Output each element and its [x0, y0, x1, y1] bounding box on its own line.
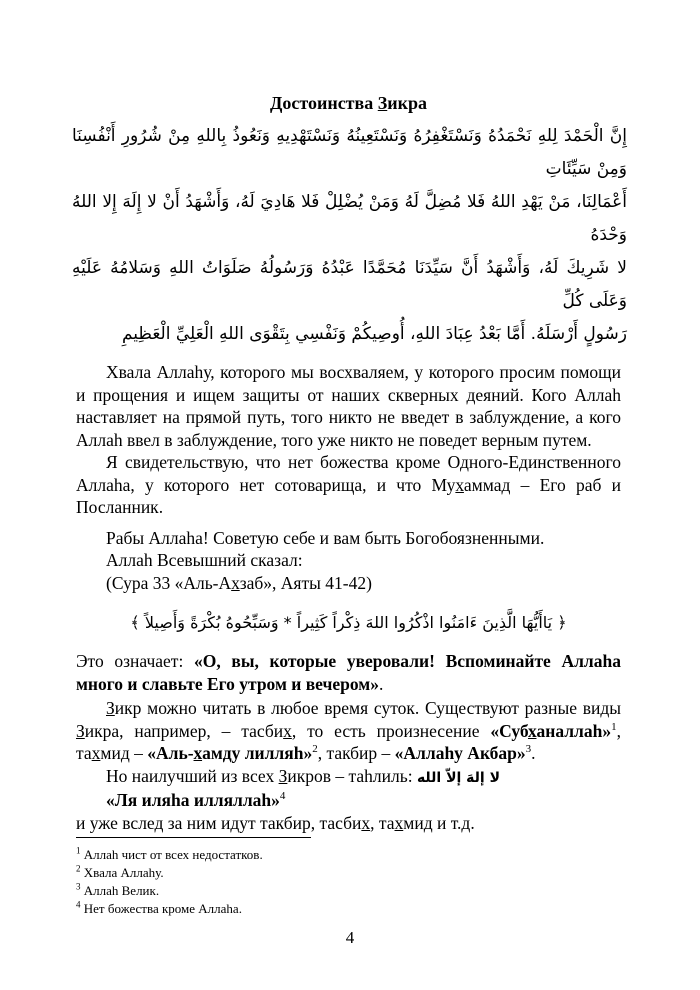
footnote — [76, 900, 621, 918]
bold-phrase — [147, 743, 312, 763]
footnote-number: 4 — [76, 899, 81, 910]
title-underlined-letter: З — [377, 93, 388, 113]
page-title — [76, 92, 621, 114]
footnote-number: 2 — [76, 863, 81, 874]
text: Но наилучший из всех — [106, 765, 279, 786]
footnote-ref: 4 — [279, 790, 286, 803]
text: аналлаh» — [536, 720, 612, 741]
text: и уже вслед за ним идут такбир, тасби — [76, 812, 362, 833]
quran-verse: ﴿ يَاأَيُّهَا الَّذِينَ ءَامَنُوا اذْكُرُوا اللهَ ذِكْراً كَثِيراً * وَسَبِّحُوهُ بُكْرَةً وَأَصِيلاً ﴾ — [130, 613, 567, 632]
text: «Аль- — [147, 743, 194, 763]
text: икр можно читать в любое время суток. Существуют разные виды — [114, 698, 621, 718]
paragraph-following — [76, 812, 621, 835]
footnote — [76, 864, 621, 882]
paragraph-praise: Хвала Аллаhу, которого мы восхваляем, у которого просим помощи и прощения и ищем защиты от наших скверных деяний. Кого Аллаh наставляет на прямой путь, того никто не введет в заблуждение, а кого Аллаh ввел в заблуждение, того уже никто не поведет верным путем. — [76, 362, 621, 450]
underlined-letter: х — [361, 812, 371, 833]
footnote-number: 1 — [76, 845, 81, 856]
arabic-line: إِنَّ الْحَمْدَ لِلهِ نَحْمَدُهُ وَنَسْتَغْفِرُهُ وَنَسْتَعِينُهُ وَنَسْتَهْدِيهِ وَنَعُوذُ بِاللهِ مِنْ شُرُورِ أَنْفُسِنَا وَمِنْ سَيِّئَاتِ — [72, 126, 627, 179]
underlined-letter: х — [91, 743, 101, 763]
text: мид и т.д. — [403, 812, 475, 833]
footnote-number: 3 — [76, 881, 81, 892]
underlined-letter: х — [193, 743, 203, 763]
paragraph-tahlil — [76, 765, 621, 790]
text: Я свидетельствую, что нет божества кроме Одного-Единственного Аллаhа, у которого нет сотоварища, и что Му — [76, 452, 621, 495]
bold-phrase: «Ля иляhа илляллаh» — [106, 790, 280, 810]
paragraph-meaning — [76, 650, 621, 695]
paragraph-allah-said: Аллаh Всевышний сказал: — [106, 550, 303, 570]
footnote-text: Аллаh Велик. — [80, 883, 160, 898]
paragraph-la-ilaha — [76, 789, 621, 812]
paragraph-sura-reference — [76, 572, 621, 595]
footnotes — [76, 837, 621, 918]
underlined-letter: х — [394, 812, 404, 833]
footnote-text: Нет божества кроме Аллаhа. — [80, 901, 242, 916]
text: . — [531, 743, 536, 763]
underlined-letter: х — [527, 720, 537, 741]
footnote-text: Хвала Аллаhу. — [80, 865, 164, 880]
arabic-line: أَعْمَالِنَا، مَنْ يَهْدِ اللهُ فَلا مُضِلَّ لَهُ وَمَنْ يُضْلِلْ فَلا هَادِيَ لَهُ، وَأَشْهَدُ أَنْ لا إِلَهَ إِلا اللهُ وَحْدَهُ — [72, 192, 627, 245]
footnote-ref: 2 — [312, 743, 318, 756]
text: , то есть произнесение — [291, 720, 491, 741]
text: икра, например, – тасби — [84, 720, 284, 741]
text: заб», Аяты 41-42) — [239, 572, 372, 593]
footnote — [76, 882, 621, 900]
text: икров – таhлиль: — [287, 765, 417, 786]
verse-translation: «О, вы, которые уверовали! Вспоминайте Аллаhа много и славьте Его утром и вечером» — [76, 651, 621, 694]
page-content — [72, 92, 627, 834]
text: мид – — [100, 743, 148, 763]
footnote-ref: 3 — [525, 743, 532, 756]
text: Это означает: — [76, 651, 194, 671]
text: аммад – Его раб и Посланник. — [76, 474, 622, 517]
text: . — [378, 673, 384, 694]
underlined-letter: З — [278, 765, 288, 786]
text: , такбир – — [317, 743, 395, 763]
underlined-letter: З — [76, 720, 85, 741]
arabic-line: رَسُولٍ أَرْسَلَهُ. أَمَّا بَعْدُ عِبَادَ اللهِ، أُوصِيكُمْ وَنَفْسِي بِتَقْوَى اللهِ الْعَلِيِّ الْعَظِيمِ — [121, 324, 627, 344]
paragraph-testimony — [76, 451, 621, 519]
underlined-letter: З — [106, 698, 115, 718]
underlined-letter: х — [283, 720, 292, 741]
bold-phrase — [490, 721, 611, 741]
arabic-tahlil: لا إلهَ إلاّ الله — [416, 769, 501, 786]
title-suffix: икра — [387, 93, 428, 113]
underlined-letter: х — [455, 474, 464, 495]
paragraph-zikr-types — [76, 697, 621, 765]
bold-phrase: «Аллаhу Акбар» — [394, 743, 526, 763]
footnote-text: Аллаh чист от всех недостатков. — [80, 847, 263, 862]
text: , та — [370, 812, 395, 833]
arabic-line: لا شَرِيكَ لَهُ، وَأَشْهَدُ أَنَّ سَيِّدَنَا مُحَمَّدًا عَبْدُهُ وَرَسُولُهُ صَلَوَاتُ اللهِ وَسَلامُهُ عَلَيْهِ وَعَلَى كُلِّ — [72, 258, 627, 311]
text: (Сура 33 «Аль-А — [106, 572, 232, 593]
page-number: 4 — [345, 928, 355, 947]
title-prefix: Достоинства — [269, 93, 378, 113]
footnote-divider — [76, 837, 311, 838]
paragraph-advice: Рабы Аллаhа! Советую себе и вам быть Богобоязненными. — [106, 527, 545, 548]
text: «Суб — [490, 720, 528, 741]
arabic-khutba-opening — [72, 120, 627, 351]
footnote-ref: 1 — [611, 720, 617, 733]
text: , та — [76, 720, 621, 763]
underlined-letter: х — [231, 572, 240, 593]
text: амду лилляh» — [202, 743, 313, 763]
footnote — [76, 846, 621, 864]
